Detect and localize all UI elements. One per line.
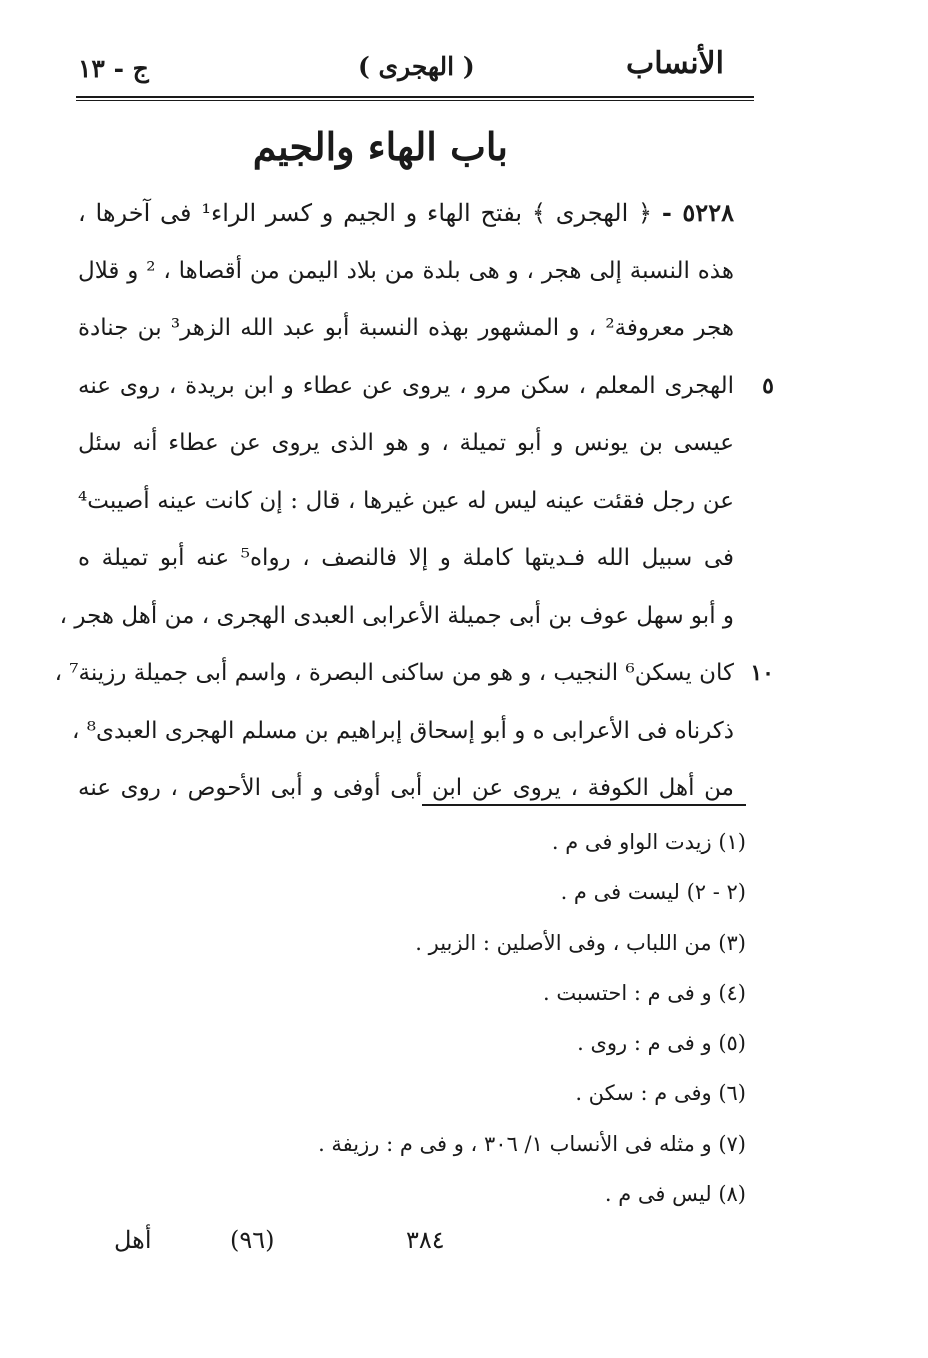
entry-body [54, 190, 774, 823]
entry-line-4 [78, 363, 774, 421]
entry-line-11: من أهل الكوفة ، يروى عن ابن أبى أوفى و أبى الأحوص ، روى عنه [78, 775, 734, 801]
footnote-rule [422, 804, 746, 806]
footnote-6: (٦) وفى م : سكن . [575, 1081, 746, 1106]
entry-line-9 [54, 650, 774, 708]
signature-mark: (٩٦) [230, 1226, 275, 1254]
page-number: ٣٨٤ [406, 1226, 445, 1254]
entry-line-2: هذه النسبة إلى هجر ، و هى بلدة من بلاد اليمن من أقصاها ، ² و قلال [78, 257, 734, 284]
header-rule [76, 96, 754, 101]
entry-title: ( الهجرى ) [358, 52, 475, 81]
footnote-4: (٤) و فى م : احتسبت . [542, 980, 746, 1005]
running-title: الأنساب [626, 46, 724, 81]
entry-line-10: ذكرناه فى الأعرابى ه و أبو إسحاق إبراهيم بن مسلم الهجرى العبدى⁸ ، [72, 717, 734, 744]
entry-line-text: الهجرى المعلم ، سكن مرو ، يروى عن عطاء و ابن بريدة ، روى عنه [78, 372, 734, 399]
line-marker-10: ١٠ [750, 660, 774, 686]
footnote-1: (١) زيدت الواو فى م . [551, 830, 746, 854]
entry-number: ٥٢٢٨ - [661, 198, 734, 227]
entry-line-6: عن رجل فقئت عينه ليس له عين غيرها ، قال : إن كانت عينه أصيبت⁴ [78, 487, 734, 514]
footnote-3: (٣) من اللباب ، وفى الأصلين : الزبير . [415, 930, 746, 955]
line-marker-5: ٥ [762, 372, 774, 399]
page-footer [100, 1226, 480, 1266]
footnotes [186, 820, 746, 1222]
section-title: باب الهاء والجيم [252, 124, 508, 169]
entry-line-8: و أبو سهل عوف بن أبى جميلة الأعرابى العبدى الهجرى ، من أهل هجر ، [59, 602, 734, 629]
footnote-7: (٧) و مثله فى الأنساب ١/ ٣٠٦ ، و فى م : رزيفة . [318, 1131, 746, 1156]
footnote-5: (٥) و فى م : روى . [577, 1031, 746, 1056]
footnote-8: (٨) ليس فى م . [604, 1182, 746, 1207]
volume-number: ج - ١٣ [78, 54, 149, 83]
entry-line-7: فى سبيل الله فـديتها كاملة و إلا فالنصف ، رواه⁵ عنه أبو تميلة ه [78, 545, 734, 571]
entry-line-text: ﴿ الهجرى ﴾ بفتح الهاء و الجيم و كسر الراء¹ فى آخرها ، [78, 199, 653, 227]
catchword: أهل [114, 1226, 152, 1254]
page-header [78, 46, 754, 92]
entry-line-1 [78, 190, 734, 248]
entry-line-5: عيسى بن يونس و أبو تميلة ، و هو الذى يروى عن عطاء أنه سئل [78, 430, 734, 456]
footnote-2: (٢ - ٢) ليست فى م . [560, 880, 746, 905]
entry-line-text: كان يسكن⁶ النجيب ، و هو من ساكنى البصرة ، واسم أبى جميلة رزينة⁷ ، [54, 660, 734, 686]
entry-line-3: هجر معروفة² ، و المشهور بهذه النسبة أبو عبد الله الزهر³ بن جنادة [78, 315, 734, 341]
